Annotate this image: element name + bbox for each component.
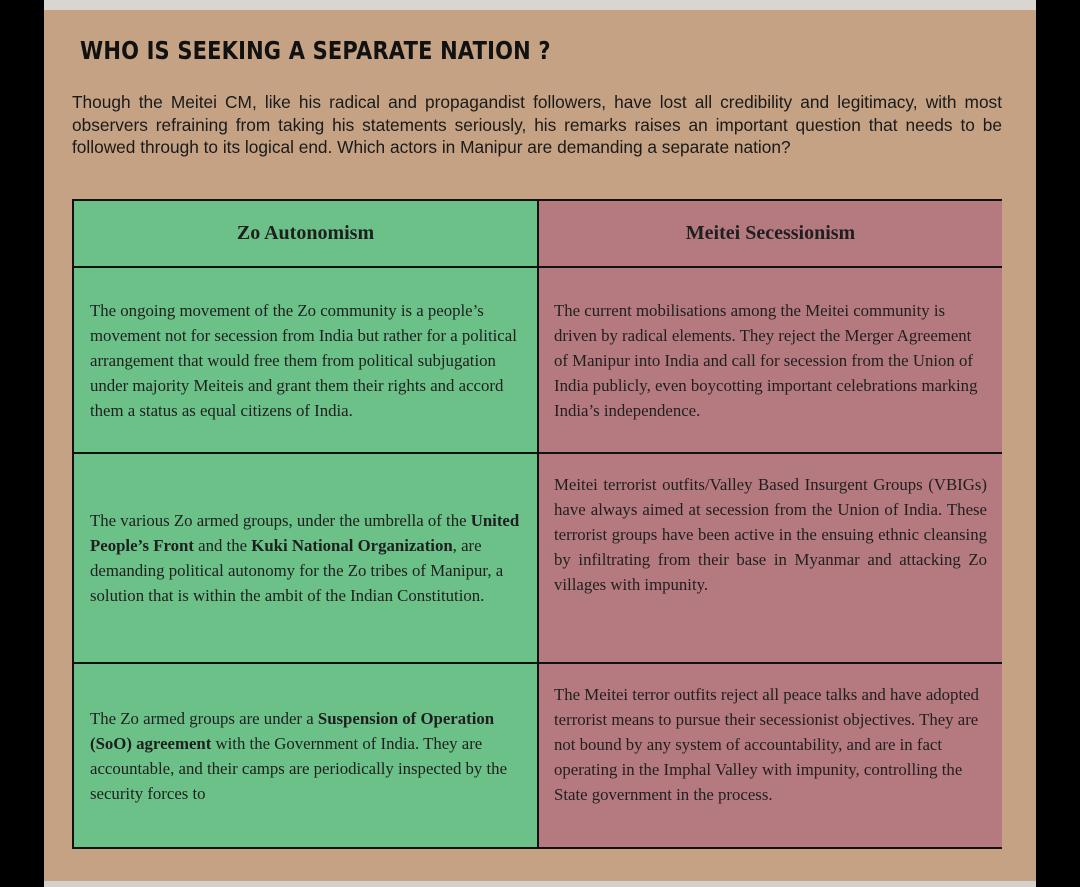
infographic-card (44, 0, 1036, 887)
row3-left-cell (74, 664, 539, 847)
row1-right-text: The current mobilisations among the Meitei community is driven by radical elements. They reject the Merger Agreement of Manipur into India and call for secession from the Union of India publicly, even boycotting important celebrations marking India’s independence. (554, 300, 978, 420)
header-meitei-secessionism: Meitei Secessionism (539, 201, 1002, 268)
row3-right-text: The Meitei terror outfits reject all peace talks and have adopted terrorist means to pursue their secessionist objectives. They are not bound by any system of accountability, and are in fact operating in the Imphal Valley with impunity, controlling the State government in the process. (554, 685, 979, 804)
intro-paragraph: Though the Meitei CM, like his radical and propagandist followers, have lost all credibility and legitimacy, with most observers refraining from taking his statements seriously, his remarks raises an important question that needs to be followed through to its logical end. Which actors in Manipur are demanding a separate nation? (72, 92, 1002, 157)
row3-left-text: The Zo armed groups are under a Suspension of Operation (SoO) agreement with the Government of India. They are accountable, and their camps are periodically inspected by the security forces to (90, 708, 508, 803)
row2-right-text: Meitei terrorist outfits/Valley Based Insurgent Groups (VBIGs) have always aimed at secession from the Union of India. These terrorist groups have been active in the ensuing ethnic cleansing by infiltrating from their base in Myanmar and attacking Zo villages with impunity. (554, 475, 987, 594)
row1-left-cell (74, 268, 539, 454)
comparison-table (72, 199, 1002, 849)
row2-left-text: The various Zo armed groups, under the umbrella of the United People’s Front and the Kuki National Organization, are demanding political autonomy for the Zo tribes of Manipur, a solution that is within the ambit of the Indian Constitution. (90, 511, 520, 605)
united-peoples-front-label: United People’s Front (90, 511, 520, 555)
row2-right-cell (539, 454, 1002, 664)
row3-right-cell (539, 664, 1002, 847)
section-title: WHO IS SEEKING A SEPARATE NATION ? (80, 36, 551, 65)
bottom-strip (44, 881, 1036, 887)
row1-right-cell (539, 268, 1002, 454)
row1-left-text: The ongoing movement of the Zo community is a people’s movement not for secession from India but rather for a political arrangement that would free them from political subjugation under majority Meiteis and grant them their rights and accord them a status as equal citizens of India. (90, 300, 517, 420)
header-zo-autonomism: Zo Autonomism (74, 201, 539, 268)
top-strip (44, 0, 1036, 10)
row2-left-cell (74, 454, 539, 664)
soo-agreement-label: Suspension of Operation (SoO) agreement (90, 708, 495, 753)
kuki-national-organization-label: Kuki National Organization (251, 536, 453, 555)
